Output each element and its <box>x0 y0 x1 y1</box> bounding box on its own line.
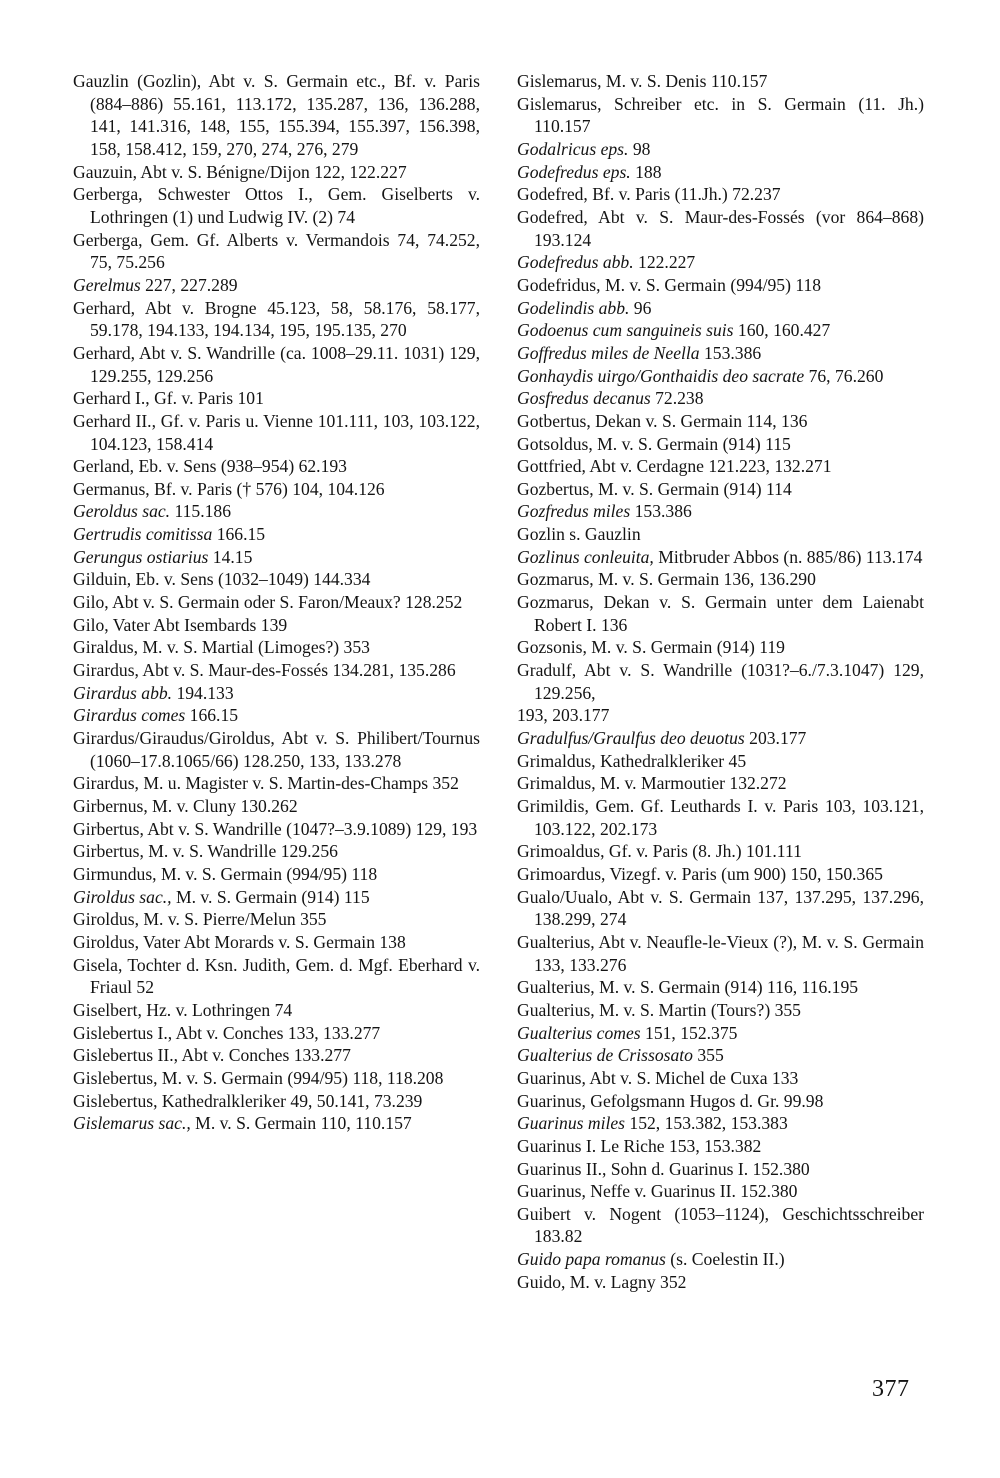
index-entry <box>73 342 480 387</box>
index-entry <box>517 1180 924 1203</box>
index-entry <box>73 478 480 501</box>
index-entry-text: Gualterius, M. v. S. Martin (Tours?) 355 <box>517 999 801 1020</box>
index-entry-text: 188 <box>630 161 662 182</box>
index-entry <box>73 229 480 274</box>
index-entry-text: Girardus, M. u. Magister v. S. Martin-des-Champs 352 <box>73 773 459 794</box>
index-entry <box>517 297 924 320</box>
index-entry-text: Gualterius, M. v. S. Germain (914) 116, 116.195 <box>517 977 859 998</box>
index-entry <box>73 659 480 682</box>
index-entry <box>73 614 480 637</box>
index-entry <box>73 840 480 863</box>
index-entry <box>517 523 924 546</box>
index-entry-text: 122.227 <box>633 252 696 273</box>
index-entry-text: Girbernus, M. v. Cluny 130.262 <box>73 796 298 816</box>
index-entry <box>73 161 480 184</box>
index-entry-italic-term: Goffredus miles de Neella <box>517 342 700 363</box>
index-entry-italic-term: Godelindis abb. <box>517 297 630 318</box>
index-entry <box>73 931 480 954</box>
index-entry-italic-term: Gosfredus decanus <box>517 388 651 409</box>
index-entry-text: Gislebertus, Kathedralkleriker 49, 50.141, 73.239 <box>73 1090 423 1111</box>
index-entry-text: Gerhard II., Gf. v. Paris u. Vienne 101.111, 103, 103.122, 104.123, 158.414 <box>73 410 480 454</box>
index-entry <box>73 704 480 727</box>
index-entry-text: 14.15 <box>208 546 253 567</box>
index-entry-text: Giroldus, Vater Abt Morards v. S. Germain 138 <box>73 931 406 952</box>
index-entry-italic-term: Gozfredus miles <box>517 501 631 522</box>
index-entry-text: Giroldus, M. v. S. Pierre/Melun 355 <box>73 909 327 930</box>
index-entry-italic-term: Gerungus ostiarius <box>73 546 209 567</box>
index-entry-text: M. v. S. Germain 110, 110.157 <box>190 1113 412 1134</box>
index-entry <box>517 365 924 388</box>
index-entry <box>517 840 924 863</box>
index-entry-text: Gauzlin (Gozlin), Abt v. S. Germain etc., Bf. v. Paris (884–886) 55.161, 113.172, 135.287, 136, 136.288, 141, 141.316, 148, 155, 155.394, 155.397, 156.398, 158, 158.412, 159, 270, 274, 276, 279 <box>73 71 480 159</box>
index-entry-text: 194.133 <box>172 682 234 703</box>
index-entry-text: Gislemarus, M. v. S. Denis 110.157 <box>517 71 768 91</box>
index-entry-text: Gradulf, Abt v. S. Wandrille (1031?–6./7.3.1047) 129, 129.256, <box>517 660 924 703</box>
index-entry <box>517 387 924 410</box>
index-entry <box>517 772 924 795</box>
index-entry-text: Gislemarus, Schreiber etc. in S. Germain (11. Jh.) 110.157 <box>517 93 924 137</box>
index-entry <box>73 183 480 228</box>
index-column-right <box>517 70 924 1293</box>
index-entry <box>517 999 924 1022</box>
index-entry <box>73 568 480 591</box>
index-entry-text: Grimoaldus, Gf. v. Paris (8. Jh.) 101.111 <box>517 841 802 862</box>
index-entry <box>73 455 480 478</box>
index-entry-text: Guarinus, Abt v. S. Michel de Cuxa 133 <box>517 1067 799 1088</box>
index-entry-text: 96 <box>629 297 652 318</box>
index-entry-text: 203.177 <box>744 728 807 749</box>
index-entry <box>517 1044 924 1067</box>
index-entry-text: Guibert v. Nogent (1053–1124), Geschichtsschreiber 183.82 <box>517 1203 924 1247</box>
index-entry-text: Gozmarus, M. v. S. Germain 136, 136.290 <box>517 569 816 590</box>
index-entry-text: Godefridus, M. v. S. Germain (994/95) 118 <box>517 274 822 295</box>
index-entry <box>517 1135 924 1158</box>
index-entry-text: Grimoardus, Vizegf. v. Paris (um 900) 150, 150.365 <box>517 863 883 884</box>
index-entry-text: Gozbertus, M. v. S. Germain (914) 114 <box>517 478 792 499</box>
index-entry-text: 76, 76.260 <box>804 365 884 386</box>
index-entry <box>73 274 480 297</box>
index-entry <box>73 636 480 659</box>
index-entry-text: Gerhard, Abt v. S. Wandrille (ca. 1008–29.11. 1031) 129, 129.255, 129.256 <box>73 342 480 386</box>
index-entry-text: Girmundus, M. v. S. Germain (994/95) 118 <box>73 863 378 884</box>
index-entry-text: Gilo, Abt v. S. Germain oder S. Faron/Meaux? 128.252 <box>73 592 463 613</box>
index-entry-text: Godefred, Abt v. S. Maur-des-Fossés (vor 864–868) 193.124 <box>517 206 924 250</box>
index-entry <box>73 795 480 818</box>
index-entry-text: 151, 152.375 <box>640 1022 738 1043</box>
index-entry-text: Giraldus, M. v. S. Martial (Limoges?) 353 <box>73 637 370 658</box>
index-entry <box>517 931 924 976</box>
index-entry-italic-term: Godalricus eps. <box>517 138 629 159</box>
index-entry-text: Giselbert, Hz. v. Lothringen 74 <box>73 999 293 1020</box>
index-entry <box>517 410 924 433</box>
index-entry <box>73 772 480 795</box>
index-entry-text: Gauzuin, Abt v. S. Bénigne/Dijon 122, 122.227 <box>73 161 407 182</box>
index-entry-italic-term: Guido papa romanus <box>517 1249 666 1270</box>
index-entry-text: Girbertus, Abt v. S. Wandrille (1047?–3.9.1089) 129, 193 <box>73 818 478 839</box>
index-entry <box>73 1044 480 1067</box>
index-entry-text: 166.15 <box>185 705 239 726</box>
index-entry <box>73 70 480 161</box>
index-entry-text: Gerberga, Schwester Ottos I., Gem. Giselberts v. Lothringen (1) und Ludwig IV. (2) 74 <box>73 184 480 227</box>
index-entry-text: Gerhard I., Gf. v. Paris 101 <box>73 388 264 409</box>
index-entry <box>517 546 924 569</box>
index-entry <box>73 908 480 931</box>
index-entry <box>517 591 924 636</box>
index-entry-text: 72.238 <box>650 388 704 409</box>
index-entry <box>73 727 480 772</box>
index-entry <box>73 1022 480 1045</box>
index-entry-text: Gerberga, Gem. Gf. Alberts v. Vermandois 74, 74.252, 75, 75.256 <box>73 229 480 273</box>
index-entry-italic-term: Godefredus abb. <box>517 252 634 273</box>
index-entry <box>517 795 924 840</box>
index-entry-text: Gislebertus II., Abt v. Conches 133.277 <box>73 1045 351 1066</box>
index-entry-text: Gisela, Tochter d. Ksn. Judith, Gem. d. Mgf. Eberhard v. Friaul 52 <box>73 954 480 998</box>
index-entry <box>517 1022 924 1045</box>
index-entry-italic-term: Girardus abb. <box>73 682 173 703</box>
index-entry-text: M. v. S. Germain (914) 115 <box>171 886 370 907</box>
index-entry-italic-term: Geroldus sac. <box>73 501 171 522</box>
index-entry-text: Gislebertus, M. v. S. Germain (994/95) 118, 118.208 <box>73 1067 444 1088</box>
index-entry-text: 115.186 <box>170 501 232 522</box>
index-entry-text: Gotsoldus, M. v. S. Germain (914) 115 <box>517 433 791 454</box>
index-entry <box>73 1067 480 1090</box>
index-entry <box>517 727 924 750</box>
page-number: 377 <box>872 1376 910 1402</box>
index-entry <box>73 954 480 999</box>
index-entry <box>73 410 480 455</box>
index-entry <box>73 546 480 569</box>
index-entry-text: 193, 203.177 <box>517 705 610 726</box>
index-entry-text: Guido, M. v. Lagny 352 <box>517 1271 687 1292</box>
index-entry-text: Gerland, Eb. v. Sens (938–954) 62.193 <box>73 456 347 477</box>
index-entry-text: Gotbertus, Dekan v. S. Germain 114, 136 <box>517 410 808 431</box>
index-entry-italic-term: Guarinus miles <box>517 1113 626 1134</box>
index-entry-text: Gerhard, Abt v. Brogne 45.123, 58, 58.176, 58.177, 59.178, 194.133, 194.134, 195, 195.135, 270 <box>73 297 480 341</box>
index-entry-text: Gualo/Uualo, Abt v. S. Germain 137, 137.295, 137.296, 138.299, 274 <box>517 886 924 930</box>
index-entry <box>73 818 480 841</box>
index-entry-text: Gualterius, Abt v. Neaufle-le-Vieux (?), M. v. S. Germain 133, 133.276 <box>517 931 924 975</box>
index-entry <box>517 863 924 886</box>
index-entry-text: Gozlin s. Gauzlin <box>517 524 641 545</box>
index-entry <box>517 1203 924 1248</box>
index-entry <box>517 886 924 931</box>
index-entry <box>73 863 480 886</box>
index-entry-text: 153.386 <box>699 342 762 363</box>
index-entry-text: 160, 160.427 <box>733 320 831 341</box>
index-entry-text: 153.386 <box>630 501 692 522</box>
index-entry-italic-term: Gislemarus sac., <box>73 1113 191 1134</box>
index-entry-italic-term: Gualterius comes <box>517 1022 641 1043</box>
index-entry <box>517 183 924 206</box>
index-entry <box>517 1067 924 1090</box>
index-entry-text: Gozmarus, Dekan v. S. Germain unter dem Laienabt Robert I. 136 <box>517 592 924 635</box>
index-entry <box>517 70 924 93</box>
index-entry-text: Guarinus II., Sohn d. Guarinus I. 152.380 <box>517 1158 810 1179</box>
index-entry <box>517 138 924 161</box>
index-entry <box>517 1112 924 1135</box>
index-entry <box>517 750 924 773</box>
index-entry-text: (s. Coelestin II.) <box>665 1249 785 1270</box>
index-entry-italic-term: Girardus comes <box>73 705 186 726</box>
index-entry-italic-term: Godoenus cum sanguineis suis <box>517 320 734 341</box>
index-entry <box>73 1090 480 1113</box>
index-entry-text: Guarinus, Gefolgsmann Hugos d. Gr. 99.98 <box>517 1090 824 1111</box>
index-entry <box>73 591 480 614</box>
index-entry <box>517 500 924 523</box>
index-entry <box>73 500 480 523</box>
index-entry <box>517 976 924 999</box>
index-entry-text: Gilo, Vater Abt Isembards 139 <box>73 614 288 635</box>
index-entry-text: Grimaldus, Kathedralkleriker 45 <box>517 750 747 771</box>
index-entry <box>517 251 924 274</box>
index-entry-text: 355 <box>692 1045 724 1066</box>
index-entry-italic-term: Gonhaydis uirgo/Gonthaidis deo sacrate <box>517 365 805 386</box>
index-entry <box>73 297 480 342</box>
index-entry <box>517 478 924 501</box>
index-entry <box>517 636 924 659</box>
index-entry-italic-term: Gozlinus conleuita, <box>517 546 654 567</box>
index-entry-text: Grimaldus, M. v. Marmoutier 132.272 <box>517 773 787 794</box>
index-column-left <box>73 70 480 1135</box>
index-entry <box>517 1248 924 1271</box>
index-entry-text: 152, 153.382, 153.383 <box>625 1113 788 1134</box>
index-entry <box>517 433 924 456</box>
index-entry-italic-term: Gualterius de Crissosato <box>517 1045 693 1066</box>
index-entry <box>517 455 924 478</box>
index-entry-text: Girardus, Abt v. S. Maur-des-Fossés 134.281, 135.286 <box>73 660 456 681</box>
index-entry <box>517 1271 924 1294</box>
index-entry-text: Mitbruder Abbos (n. 885/86) 113.174 <box>653 546 923 567</box>
index-entry <box>517 568 924 591</box>
index-entry <box>73 523 480 546</box>
index-entry <box>73 886 480 909</box>
index-entry-text: 98 <box>628 138 651 159</box>
index-entry-text: Gottfried, Abt v. Cerdagne 121.223, 132.271 <box>517 456 832 477</box>
index-entry-text: 166.15 <box>212 524 266 545</box>
index-entry-text: Girbertus, M. v. S. Wandrille 129.256 <box>73 841 338 862</box>
index-entry <box>73 682 480 705</box>
index-entry <box>73 387 480 410</box>
index-entry <box>517 342 924 365</box>
index-entry-text: Girardus/Giraudus/Giroldus, Abt v. S. Philibert/Tournus (1060–17.8.1065/66) 128.250, 133, 133.278 <box>73 728 480 771</box>
index-entry <box>73 1112 480 1135</box>
index-entry-text: 227, 227.289 <box>140 274 238 295</box>
index-entry-text: Godefred, Bf. v. Paris (11.Jh.) 72.237 <box>517 184 781 205</box>
index-entry <box>517 319 924 342</box>
index-entry <box>517 1158 924 1181</box>
index-entry <box>517 659 924 704</box>
index-entry-italic-term: Gradulfus/Graulfus deo deuotus <box>517 728 745 749</box>
index-entry-text: Guarinus, Neffe v. Guarinus II. 152.380 <box>517 1181 798 1202</box>
index-entry <box>517 704 924 727</box>
index-entry-italic-term: Giroldus sac., <box>73 886 172 907</box>
index-entry-italic-term: Gertrudis comitissa <box>73 524 213 545</box>
index-entry <box>517 1090 924 1113</box>
index-entry-italic-term: Godefredus eps. <box>517 161 631 182</box>
index-entry <box>517 274 924 297</box>
index-entry-text: Gilduin, Eb. v. Sens (1032–1049) 144.334 <box>73 569 371 590</box>
index-entry <box>517 161 924 184</box>
index-entry-text: Gislebertus I., Abt v. Conches 133, 133.277 <box>73 1022 381 1043</box>
index-entry <box>73 999 480 1022</box>
index-entry-text: Guarinus I. Le Riche 153, 153.382 <box>517 1135 762 1156</box>
index-entry-text: Grimildis, Gem. Gf. Leuthards I. v. Paris 103, 103.121, 103.122, 202.173 <box>517 796 924 839</box>
index-entry-text: Gozsonis, M. v. S. Germain (914) 119 <box>517 637 785 658</box>
index-entry <box>517 93 924 138</box>
index-entry <box>517 206 924 251</box>
index-entry-italic-term: Gerelmus <box>73 274 141 295</box>
index-entry-text: Germanus, Bf. v. Paris († 576) 104, 104.126 <box>73 478 385 499</box>
